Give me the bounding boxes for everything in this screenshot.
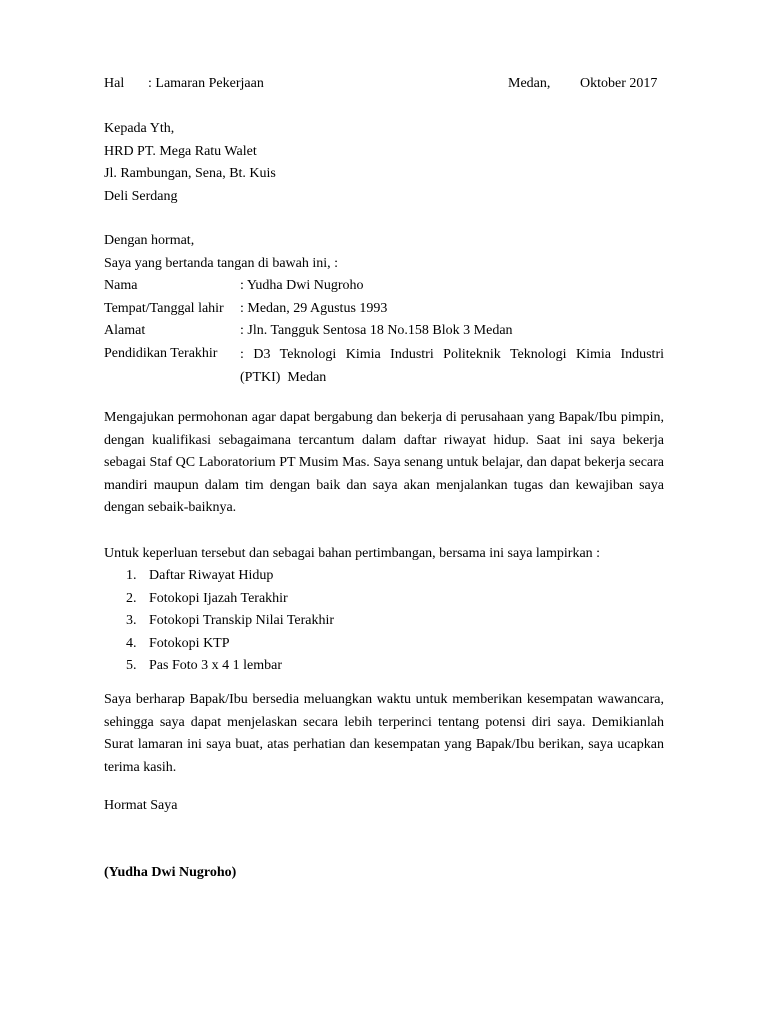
closing-salutation: Hormat Saya [104, 798, 178, 813]
recipient-line-3: Jl. Rambungan, Sena, Bt. Kuis [104, 166, 276, 181]
list-text: Pas Foto 3 x 4 1 lembar [149, 658, 282, 673]
field-value: : Jln. Tangguk Sentosa 18 No.158 Blok 3 Medan [240, 323, 513, 338]
recipient-line-1: Kepada Yth, [104, 121, 175, 136]
list-text: Daftar Riwayat Hidup [149, 568, 274, 583]
signature-name: (Yudha Dwi Nugroho) [104, 865, 237, 880]
education-value-line-2: (PTKI) Medan [240, 369, 327, 385]
field-value: : Medan, 29 Agustus 1993 [240, 300, 388, 316]
subject-value-wrap [148, 75, 264, 93]
list-number: 1. [126, 568, 137, 583]
body-paragraph-1: Mengajukan permohonan agar dapat bergabung dan bekerja di perusahaan yang Bapak/Ibu pimpin, dengan kualifikasi sebagaimana tercantum dalam daftar riwayat hidup. Saat ini saya bekerja sebagai Staf QC Laboratorium PT Musim Mas. Saya senang untuk belajar, dan dapat bekerja secara mandiri maupun dalam tim dengan baik dan saya akan menjalankan tugas dan kewajiban saya dengan sebaik-baiknya. [104, 410, 664, 515]
field-value: : Yudha Dwi Nugroho [240, 278, 364, 293]
subject-label: Hal [104, 76, 125, 91]
list-number: 2. [126, 590, 137, 606]
list-text: Fotokopi Transkip Nilai Terakhir [149, 613, 335, 628]
list-number: 3. [126, 613, 137, 628]
field-label: Pendidikan Terakhir [104, 345, 218, 361]
subject-value: Lamaran Pekerjaan [155, 76, 264, 91]
recipient-line-2: HRD PT. Mega Ratu Walet [104, 143, 257, 159]
letter-date: Oktober 2017 [580, 76, 658, 91]
field-label: Tempat/Tanggal lahir [104, 300, 224, 316]
education-value-line-1: : D3 Teknologi Kimia Industri Politeknik Teknologi Kimia Industri [240, 346, 664, 362]
field-label: Nama [104, 278, 138, 293]
greeting: Dengan hormat, [104, 233, 195, 248]
list-number: 5. [126, 658, 137, 673]
list-text: Fotokopi KTP [149, 635, 230, 651]
body-paragraph-2: Saya berharap Bapak/Ibu bersedia meluangkan waktu untuk memberikan kesempatan wawancara, sehingga saya dapat menjelaskan secara lebih terperinci tentang potensi diri saya. Demikianlah Surat lamaran ini saya buat, atas perhatian dan kesempatan yang Bapak/Ibu berikan, saya ucapkan terima kasih. [104, 692, 664, 775]
subject-colon: : [148, 76, 152, 91]
recipient-line-4: Deli Serdang [104, 188, 178, 204]
list-text: Fotokopi Ijazah Terakhir [149, 590, 288, 606]
list-number: 4. [126, 635, 137, 651]
attachments-intro: Untuk keperluan tersebut dan sebagai bahan pertimbangan, bersama ini saya lampirkan : [104, 546, 601, 561]
education-value [240, 343, 664, 389]
letter-city: Medan, [508, 76, 551, 91]
intro-line: Saya yang bertanda tangan di bawah ini, : [104, 255, 339, 271]
field-label: Alamat [104, 323, 146, 338]
